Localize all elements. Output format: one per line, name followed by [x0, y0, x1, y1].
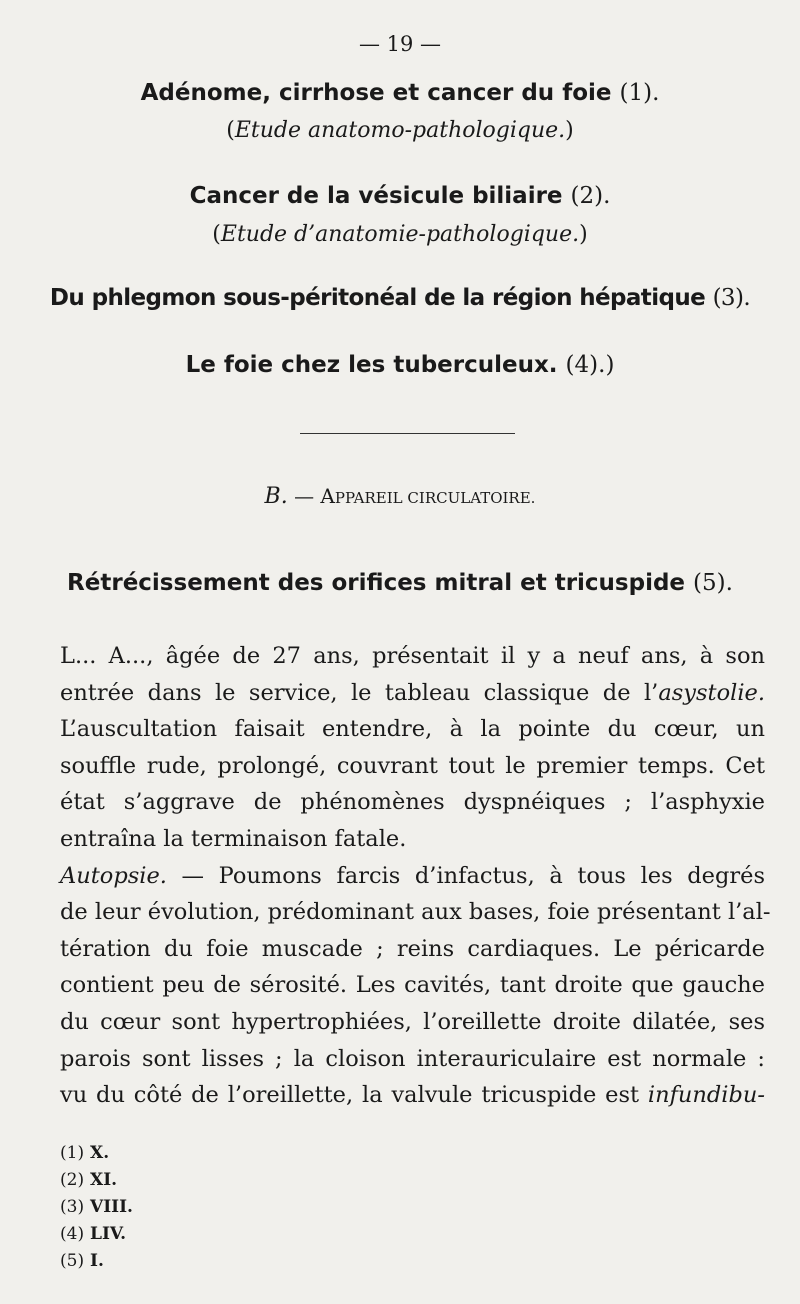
entry-title-text: Le foie chez les tuberculeux. — [185, 352, 558, 378]
body-line: état s’aggrave de phénomènes dyspnéiques ; l’asphyxie — [60, 789, 765, 816]
footnote — [60, 1167, 133, 1194]
section-letter: B. — [264, 484, 288, 509]
body-line-text: vu du côté de l’oreillette, la valvule tricuspide est — [60, 1082, 648, 1109]
footnote — [60, 1194, 133, 1221]
article-ref: (5). — [693, 570, 733, 596]
entry-title-text: Du phlegmon sous-péritonéal de la région hépatique — [49, 285, 706, 311]
entry-subtitle-1: (Etude anatomo-pathologique.) — [226, 118, 574, 143]
entry-ref: (1). — [619, 80, 660, 106]
body-line-text: — Poumons farcis d’infactus, à tous les degrés — [166, 862, 765, 889]
footnote — [60, 1221, 133, 1248]
body-line: du cœur sont hypertrophiées, l’oreillette droite dilatée, ses — [60, 1008, 765, 1035]
footnote-text: VIII. — [90, 1197, 133, 1217]
footnote-number: (3) — [60, 1197, 85, 1217]
body-line: parois sont lisses ; la cloison interauriculaire est normale : — [60, 1045, 765, 1072]
body-line: L’auscultation faisait entendre, à la pointe du cœur, un — [60, 716, 765, 743]
body-line — [60, 675, 765, 712]
entry-ref: (2). — [570, 183, 611, 209]
footnotes — [60, 1140, 133, 1275]
footnote — [60, 1248, 133, 1275]
footnote-text: XI. — [90, 1170, 118, 1190]
body-line: contient peu de sérosité. Les cavités, tant droite que gauche — [60, 972, 765, 999]
footnote-number: (2) — [60, 1170, 85, 1190]
entry-title-4 — [0, 352, 800, 378]
entry-title-text: Adénome, cirrhose et cancer du foie — [140, 80, 612, 106]
horizontal-rule — [300, 433, 515, 434]
footnote-number: (4) — [60, 1224, 85, 1244]
entry-subtitle-2: (Etude d’anatomie-pathologique.) — [212, 222, 588, 247]
entry-subtitle-text: Etude d’anatomie-pathologique. — [220, 222, 580, 247]
section-dash: — — [294, 484, 315, 508]
body-line: souffle rude, prolongé, couvrant tout le premier temps. Cet — [60, 752, 765, 779]
body-italic: Autopsie. — [60, 862, 167, 889]
section-heading — [0, 484, 800, 509]
footnote — [60, 1140, 133, 1167]
entry-title-1 — [0, 80, 800, 106]
footnote-text: X. — [90, 1143, 110, 1163]
entry-title-3 — [0, 285, 800, 311]
body-line — [60, 858, 765, 895]
page-number: — 19 — — [358, 32, 442, 56]
body-line-text: entrée dans le service, le tableau classique de l’ — [60, 679, 659, 706]
body-line: L... A..., âgée de 27 ans, présentait il y a neuf ans, à son — [60, 643, 765, 669]
entry-ref: (3). — [712, 285, 751, 311]
section-rest: PPAREIL CIRCULATOIRE. — [334, 489, 536, 507]
article-body — [60, 638, 771, 1114]
entry-title-text: Cancer de la vésicule biliaire — [189, 183, 563, 209]
body-line: entraîna la terminaison fatale. — [60, 825, 407, 852]
entry-subtitle-text: Etude anatomo-pathologique. — [234, 118, 566, 143]
footnote-number: (5) — [60, 1251, 85, 1271]
body-italic: infundibu- — [647, 1082, 765, 1109]
footnote-number: (1) — [60, 1143, 85, 1163]
entry-title-2 — [0, 183, 800, 209]
section-first-cap: A — [320, 484, 335, 508]
body-line — [60, 1077, 765, 1114]
article-title — [0, 570, 800, 596]
footnote-text: I. — [90, 1251, 104, 1271]
body-line: de leur évolution, prédominant aux bases, foie présentant l’al- — [60, 899, 771, 926]
entry-ref: (4).) — [565, 352, 615, 378]
body-line: tération du foie muscade ; reins cardiaques. Le péricarde — [60, 935, 765, 962]
body-italic: asystolie. — [658, 679, 765, 706]
article-title-text: Rétrécissement des orifices mitral et tricuspide — [67, 570, 686, 596]
footnote-text: LIV. — [90, 1224, 127, 1244]
